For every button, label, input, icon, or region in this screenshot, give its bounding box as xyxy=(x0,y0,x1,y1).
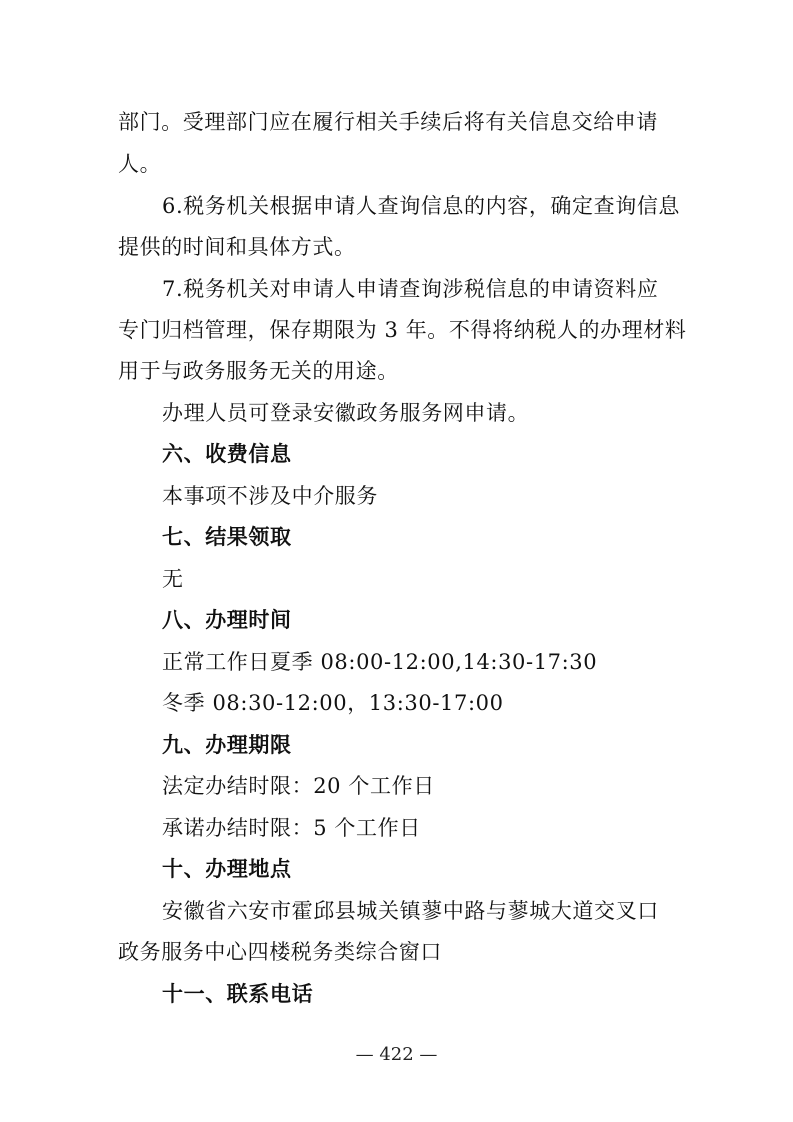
text-line: 提供的时间和具体方式。 xyxy=(118,235,356,259)
section-heading: 八、办理时间 xyxy=(162,608,292,632)
text-line: 承诺办结时限：5 个工作日 xyxy=(162,816,421,840)
text-line: 正常工作日夏季 08:00-12:00,14:30-17:30 xyxy=(162,650,598,674)
text-line: 人。 xyxy=(118,152,162,176)
section-heading: 七、结果领取 xyxy=(162,525,292,549)
text-line: 政务服务中心四楼税务类综合窗口 xyxy=(118,940,442,964)
text-line: 无 xyxy=(162,567,184,591)
section-heading: 十一、联系电话 xyxy=(162,982,314,1006)
section-heading: 六、收费信息 xyxy=(162,442,292,466)
text-line: 法定办结时限：20 个工作日 xyxy=(162,774,435,798)
section-heading: 九、办理期限 xyxy=(162,733,292,757)
text-line: 冬季 08:30-12:00，13:30-17:00 xyxy=(162,691,504,715)
text-line: 安徽省六安市霍邱县城关镇蓼中路与蓼城大道交叉口 xyxy=(162,899,659,923)
text-line: 专门归档管理，保存期限为 3 年。不得将纳税人的办理材料 xyxy=(118,318,687,342)
text-line: 用于与政务服务无关的用途。 xyxy=(118,359,399,383)
section-heading: 十、办理地点 xyxy=(162,857,292,881)
text-line: 办理人员可登录安徽政务服务网申请。 xyxy=(162,401,530,425)
text-line: 本事项不涉及中介服务 xyxy=(162,484,378,508)
text-line: 部门。受理部门应在履行相关手续后将有关信息交给申请 xyxy=(118,110,658,134)
text-line: 7.税务机关对申请人申请查询涉税信息的申请资料应 xyxy=(162,277,659,301)
text-line: 6.税务机关根据申请人查询信息的内容，确定查询信息 xyxy=(162,194,681,218)
page-number: — 422 — xyxy=(355,1044,438,1065)
